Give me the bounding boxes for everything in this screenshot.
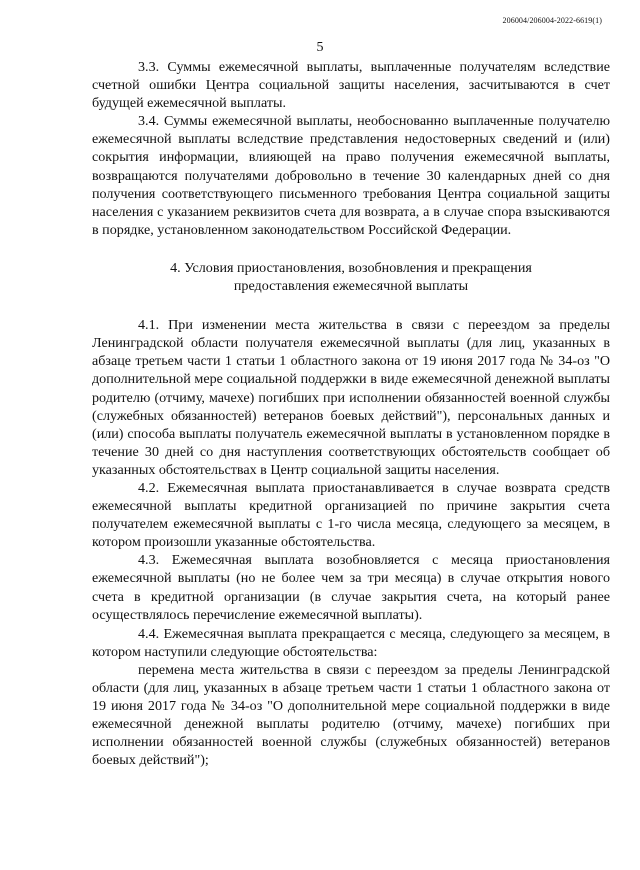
page-number: 5 bbox=[316, 40, 324, 55]
section-4-heading-line-1: 4. Условия приостановления, возобновления и прекращения bbox=[170, 259, 532, 276]
paragraph-3-3: 3.3. Суммы ежемесячной выплаты, выплаченные получателям вследствие счетной ошибки Центра социальной защиты населения, засчитываются в счет будущей ежемесячной выплаты. bbox=[92, 59, 610, 112]
paragraph-4-2: 4.2. Ежемесячная выплата приостанавливается в случае возврата средств ежемесячной выплаты кредитной организацией по причине закрытия счета получателем ежемесячной выплаты с 1-го числа месяца, следующего за месяцем, в котором произошли указанные обстоятельства. bbox=[92, 479, 610, 551]
document-id: 206004/206004-2022-6619(1) bbox=[502, 16, 602, 25]
paragraph-4-3: 4.3. Ежемесячная выплата возобновляется с месяца приостановления ежемесячной выплаты (но не более чем за три месяца) в случае открытия нового счета в кредитной организации (в случае закрытия счета, на который ранее осуществлялось перечисление ежемесячной выплаты). bbox=[92, 552, 610, 623]
document-body bbox=[92, 58, 610, 769]
paragraph-4-1: 4.1. При изменении места жительства в связи с переездом за пределы Ленинградской области получателя ежемесячной выплаты (для лиц, указанных в абзаце третьем части 1 статьи 1 областного закона от 19 июня 2017 года № 34-оз "О дополнительной мере социальной поддержки в виде ежемесячной денежной выплаты родителю (отчиму, мачехе) погибших при исполнении обязанностей военной службы (служебных обязанностей) ветеранов боевых действий"), персональных данных и (или) способа выплаты получатель ежемесячной выплаты в установленном порядке в течение 30 дней со дня наступления соответствующих обстоятельств сообщает об указанных обстоятельствах в Центр социальной защиты населения. bbox=[92, 317, 610, 478]
section-4-heading-line-2: предоставления ежемесячной выплаты bbox=[233, 278, 469, 295]
paragraph-3-4: 3.4. Суммы ежемесячной выплаты, необоснованно выплаченные получателю ежемесячной выплаты вследствие представления недостоверных сведений и (или) сокрытия информации, влияющей на право получения ежемесячной выплаты, возвращаются получателями добровольно в течение 30 календарных дней со дня получения соответствующего письменного требования Центра социальной защиты населения с указанием реквизитов счета для возврата, а в случае спора взыскиваются в порядке, установленном законодательством Российской Федерации. bbox=[92, 113, 610, 238]
paragraph-4-4: 4.4. Ежемесячная выплата прекращается с месяца, следующего за месяцем, в котором наступили следующие обстоятельства: bbox=[92, 625, 610, 660]
paragraph-4-4-item-1: перемена места жительства в связи с переездом за пределы Ленинградской области (для лиц, указанных в абзаце третьем части 1 статьи 1 областного закона от 19 июня 2017 года № 34-оз "О дополнительной мере социальной поддержки в виде ежемесячной денежной выплаты родителю (отчиму, мачехе) погибших при исполнении обязанностей военной службы (служебных обязанностей) ветеранов боевых действий"); bbox=[92, 661, 610, 769]
section-4-heading bbox=[92, 259, 610, 295]
